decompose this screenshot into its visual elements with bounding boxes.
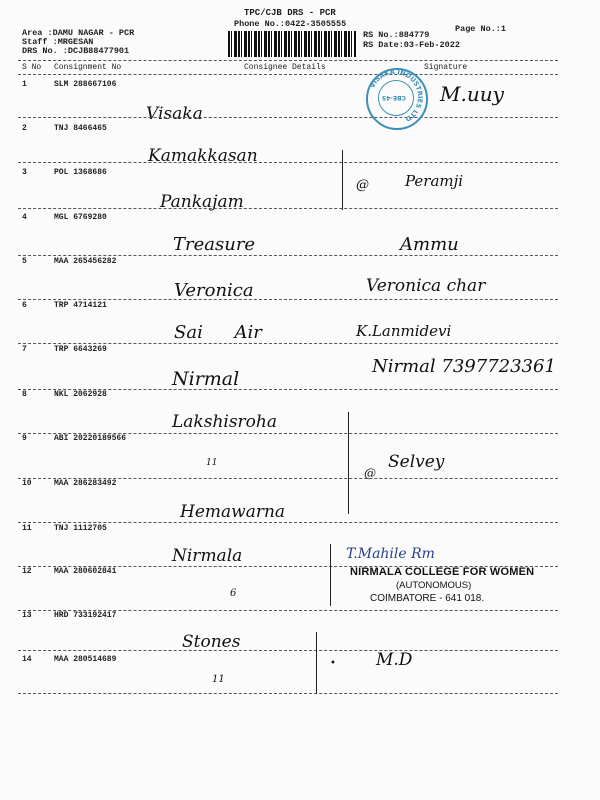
- document-title: TPC/CJB DRS - PCR: [244, 8, 336, 18]
- consignment-number: MAA 286283492: [54, 479, 117, 488]
- column-sno: S No: [22, 63, 42, 72]
- row-rule: [18, 208, 558, 209]
- consignee-name: 6: [230, 588, 237, 599]
- row-number: 11: [22, 524, 32, 533]
- row-number: 9: [22, 434, 27, 443]
- row-rule: [18, 693, 558, 694]
- consignee-name: Kamakkasan: [148, 146, 258, 166]
- handwritten-bracket: [342, 412, 349, 514]
- consignment-number: TNJ 1112705: [54, 524, 107, 533]
- consignment-number: TNJ 8466465: [54, 124, 107, 133]
- consignment-number: NKL 2062928: [54, 390, 107, 399]
- row-rule: [18, 522, 558, 523]
- row-rule: [18, 255, 558, 256]
- consignment-number: MGL 6769280: [54, 213, 107, 222]
- signature: Nirmal 7397723361: [372, 356, 556, 377]
- row-number: 5: [22, 257, 27, 266]
- row-number: 3: [22, 168, 27, 177]
- row-rule: [18, 299, 558, 300]
- signature: T.Mahile Rm: [346, 546, 435, 562]
- consignee-name: Nirmala: [172, 546, 243, 566]
- consignment-number: TRP 6643269: [54, 345, 107, 354]
- row-number: 12: [22, 567, 32, 576]
- consignee-name: Visaka: [146, 104, 203, 124]
- consignee-name: Lakshisroha: [172, 412, 278, 432]
- rs-number: RS No.:884779: [363, 30, 430, 40]
- consignment-number: MAA 280514689: [54, 655, 117, 664]
- row-number: 14: [22, 655, 32, 664]
- consignee-name: Pankajam: [160, 192, 244, 212]
- handwritten-bracket: [324, 544, 331, 606]
- row-rule: [18, 650, 558, 651]
- area-label: Area :DAMU NAGAR - PCR: [22, 28, 135, 38]
- at-symbol: @: [364, 466, 376, 480]
- phone-number: Phone No.:0422-3505555: [234, 19, 347, 29]
- consignment-number: POL 1368686: [54, 168, 107, 177]
- consignment-number: ABI 20220189566: [54, 434, 127, 443]
- staff-label: Staff :MRGESAN: [22, 37, 94, 47]
- signature: Selvey: [388, 452, 445, 472]
- row-rule: [18, 162, 558, 163]
- rs-date: RS Date:03-Feb-2022: [363, 40, 460, 50]
- college-stamp-city: COIMBATORE - 641 018.: [370, 593, 485, 604]
- row-number: 2: [22, 124, 27, 133]
- college-stamp-sub: (AUTONOMOUS): [396, 580, 472, 591]
- consignment-number: MAA 265456282: [54, 257, 117, 266]
- consignee-name: 11: [212, 674, 225, 685]
- handwritten-bracket: [336, 150, 343, 210]
- signature: Veronica char: [366, 276, 486, 296]
- row-number: 1: [22, 80, 27, 89]
- signature: Peramji: [405, 172, 464, 190]
- consignee-name: Nirmal: [172, 368, 240, 390]
- consignment-number: HRD 733192417: [54, 611, 117, 620]
- row-number: 4: [22, 213, 27, 222]
- signature: M.uuy: [440, 82, 504, 106]
- college-stamp-name: NIRMALA COLLEGE FOR WOMEN: [350, 566, 535, 578]
- consignment-number: MAA 280602841: [54, 567, 117, 576]
- dot-mark: •: [330, 658, 336, 669]
- signature: M.D: [376, 650, 413, 670]
- consignee-name: Stones: [182, 632, 241, 652]
- svg-text:VISAKA INDUSTRIES LTD: VISAKA INDUSTRIES LTD: [368, 68, 424, 124]
- stamp-ring-text: [366, 68, 424, 126]
- consignee-name: Sai Air: [174, 322, 262, 343]
- consignee-name: 11: [206, 458, 218, 468]
- column-signature: Signature: [424, 63, 468, 72]
- drs-number: DRS No. :DCJB88477901: [22, 46, 130, 56]
- stamp-code: CBE-45: [382, 94, 406, 101]
- consignment-number: SLM 288667106: [54, 80, 117, 89]
- consignment-number: TRP 4714121: [54, 301, 107, 310]
- row-number: 7: [22, 345, 27, 354]
- barcode-image: [228, 31, 356, 57]
- consignee-name: Treasure: [173, 234, 256, 255]
- page-number: Page No.:1: [455, 24, 507, 34]
- row-rule: [18, 117, 558, 118]
- consignee-name: Veronica: [174, 280, 254, 301]
- signature: K.Lanmidevi: [356, 322, 452, 340]
- header-rule-top: [18, 60, 558, 61]
- at-symbol: @: [356, 178, 369, 193]
- handwritten-bracket: [310, 632, 317, 694]
- company-stamp: [366, 68, 428, 130]
- row-number: 10: [22, 479, 32, 488]
- row-number: 8: [22, 390, 27, 399]
- column-consignee: Consignee Details: [244, 63, 326, 72]
- signature: Ammu: [400, 234, 459, 255]
- row-number: 13: [22, 611, 32, 620]
- consignee-name: Hemawarna: [180, 502, 286, 522]
- row-number: 6: [22, 301, 27, 310]
- header-rule-bottom: [18, 74, 558, 75]
- row-rule: [18, 343, 558, 344]
- column-consignment: Consignment No: [54, 63, 122, 72]
